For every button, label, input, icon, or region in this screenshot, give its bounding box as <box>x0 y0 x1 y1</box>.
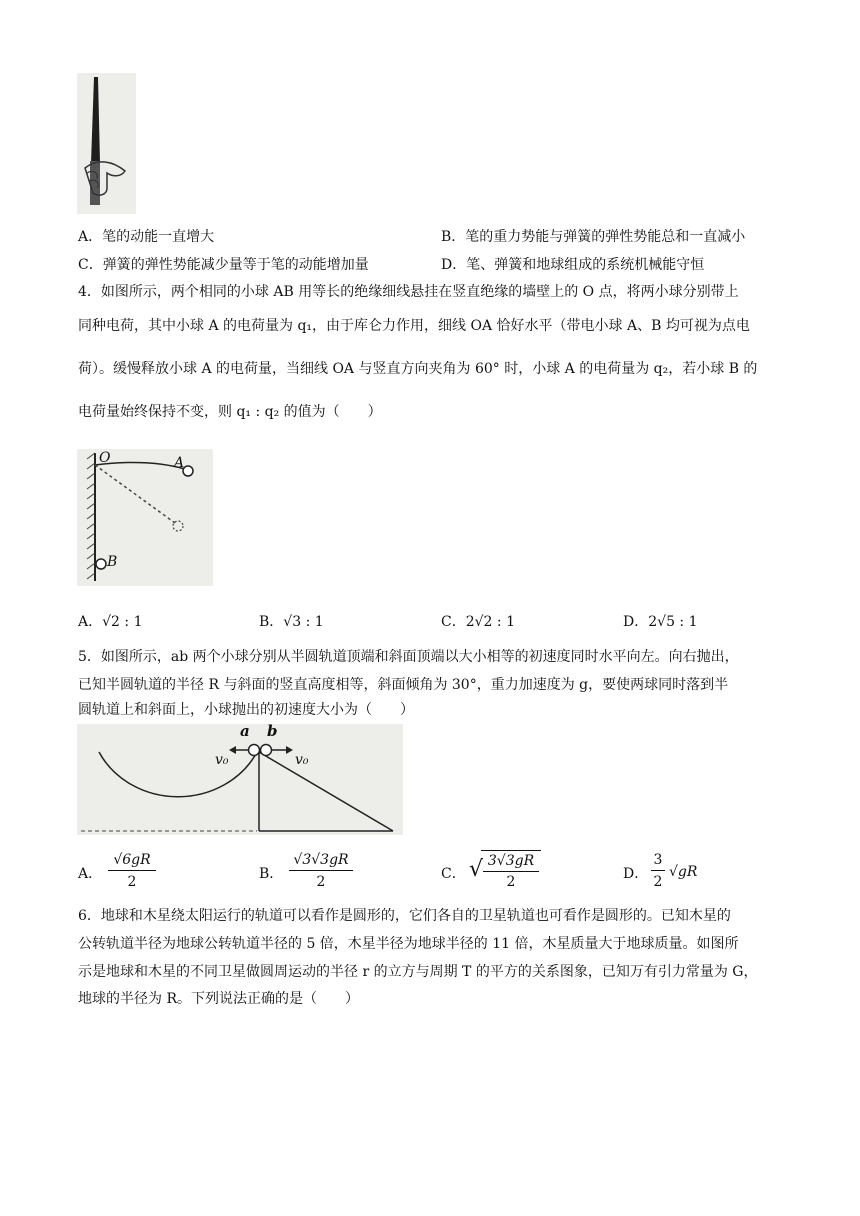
q6-line-3: 示是地球和木星的不同卫星做圆周运动的半径 r 的立方与周期 T 的平方的关系图象，已知万有引力常量为 G， <box>78 964 758 980</box>
q4-line-3: 荷）。缓慢释放小球 A 的电荷量，当细线 OA 与竖直方向夹角为 60° 时，小球 A 的电荷量为 q₂，若小球 B 的 <box>78 361 758 377</box>
q4-line-4: 电荷量始终保持不变，则 q₁ : q₂ 的值为（ ） <box>78 404 382 420</box>
label-a: A <box>174 455 185 471</box>
q5-option-d-letter: D． <box>623 866 649 882</box>
label-o: O <box>99 450 111 466</box>
pen-illustration <box>77 73 136 214</box>
q4-option-d-value: 2√5 : 1 <box>648 614 698 630</box>
q4-option-c-value: 2√2 : 1 <box>465 614 515 630</box>
q6-line-1: 6．地球和木星绕太阳运行的轨道可以看作是圆形的，它们各自的卫星轨道也可看作是圆形的。已知木星的 <box>78 908 731 924</box>
q5-option-c-denominator: 2 <box>506 874 516 890</box>
q4-line-1: 4．如图所示，两个相同的小球 AB 用等长的绝缘细线悬挂在竖直绝缘的墙壁上的 O 点，将两小球分别带上 <box>78 284 739 300</box>
q5-option-c-numerator: 3√3gR <box>483 851 539 872</box>
q5-option-b-denominator: 2 <box>316 874 326 890</box>
q4-option-a-letter: A． <box>78 614 103 630</box>
pendulum-illustration <box>77 449 213 586</box>
q4-option-c-letter: C． <box>441 614 466 630</box>
q4-option-a-value: √2 : 1 <box>102 614 143 630</box>
q3-option-d: D．笔、弹簧和地球组成的系统机械能守恒 <box>441 257 705 273</box>
q5-line-1: 5．如图所示，ab 两个小球分别从半圆轨道顶端和斜面顶端以大小相等的初速度同时水平向左。向右抛出， <box>78 649 739 665</box>
q3-option-b: B．笔的重力势能与弹簧的弹性势能总和一直减小 <box>441 229 746 245</box>
q4-option-d <box>623 612 698 632</box>
q5-line-2: 已知半圆轨道的半径 R 与斜面的竖直高度相等，斜面倾角为 30°，重力加速度为 g，要使两球同时落到半 <box>78 677 729 693</box>
pendulum-figure <box>77 449 213 586</box>
label-b-ball: b <box>267 722 278 740</box>
q5-option-d-tail: √gR <box>669 864 698 880</box>
q4-line-2: 同种电荷，其中小球 A 的电荷量为 q₁，由于库仑力作用，细线 OA 恰好水平（带电小球 A、B 均可视为点电 <box>78 318 750 334</box>
q3-option-a: A．笔的动能一直增大 <box>78 229 215 245</box>
q4-option-b-letter: B． <box>259 614 284 630</box>
q4-option-a <box>78 612 142 632</box>
q3-option-c: C．弹簧的弹性势能减少量等于笔的动能增加量 <box>78 257 369 273</box>
q4-option-c <box>441 612 515 632</box>
label-b: B <box>107 554 118 570</box>
q4-option-b-value: √3 : 1 <box>283 614 324 630</box>
q5-option-a-numerator: √6gR <box>108 850 156 871</box>
q5-option-b-letter: B． <box>259 866 284 882</box>
sqrt-icon: √ <box>469 857 484 882</box>
q5-option-d-denominator: 2 <box>653 874 663 890</box>
q5-option-b-numerator: √3√3gR <box>289 850 353 871</box>
q4-option-b <box>259 612 324 632</box>
q6-line-4: 地球的半径为 R。下列说法正确的是（ ） <box>78 991 359 1007</box>
label-a-ball: a <box>240 722 250 740</box>
pen-figure <box>77 73 136 214</box>
q5-option-a-denominator: 2 <box>127 874 137 890</box>
projectile-figure <box>77 724 403 835</box>
projectile-illustration <box>77 724 403 835</box>
label-v0-right: v₀ <box>295 752 309 768</box>
q5-option-d-numerator: 3 <box>651 850 665 871</box>
q5-option-a-letter: A． <box>78 866 103 882</box>
q4-option-d-letter: D． <box>623 614 649 630</box>
q5-option-c-letter: C． <box>441 866 466 882</box>
q6-line-2: 公转轨道半径为地球公转轨道半径的 5 倍，木星半径为地球半径的 11 倍，木星质量大于地球质量。如图所 <box>78 936 739 952</box>
q5-line-3: 圆轨道上和斜面上，小球抛出的初速度大小为（ ） <box>78 702 414 718</box>
label-v0-left: v₀ <box>215 752 229 768</box>
